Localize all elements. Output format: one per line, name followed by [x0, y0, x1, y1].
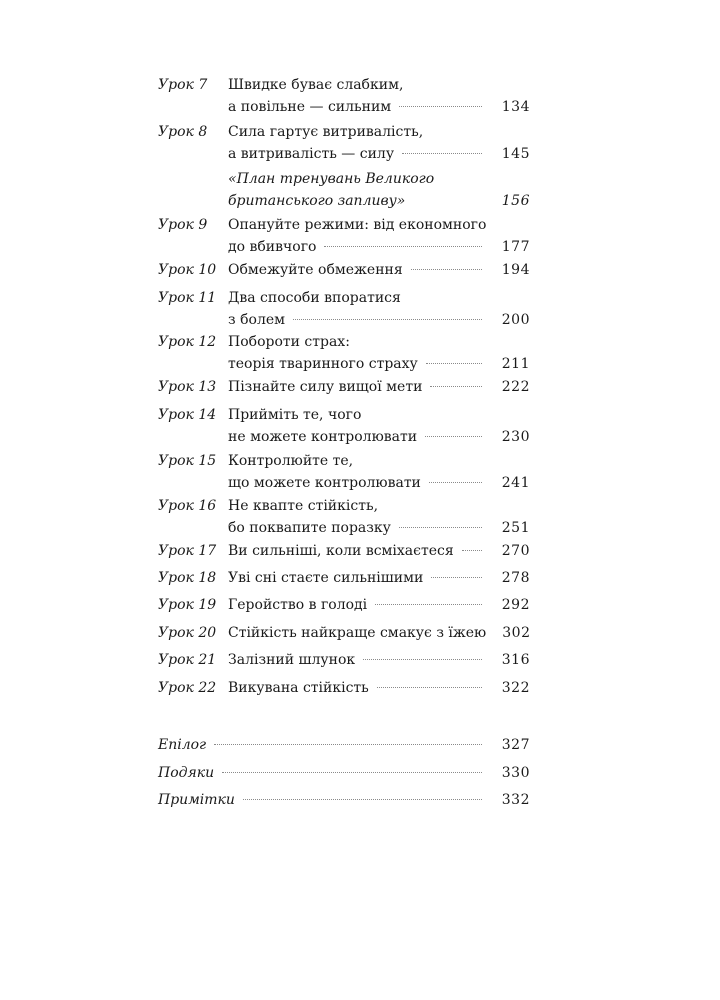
title-line: Опануйте режими: від економного	[228, 217, 487, 233]
title-line: Обмежуйте обмеження	[228, 262, 403, 278]
dot-leader	[243, 798, 482, 800]
entry-title	[228, 677, 530, 699]
toc-back-matter-notes	[158, 789, 530, 811]
entry-title	[228, 214, 530, 258]
title-line: Побороти страх:	[228, 334, 350, 350]
title-line: бо поквапите поразку	[228, 520, 391, 536]
dot-leader	[363, 658, 482, 660]
toc-back-matter-acknowledgements	[158, 762, 530, 784]
lesson-number: Урок 19	[158, 597, 217, 613]
entry-title	[228, 622, 530, 644]
dot-leader	[411, 268, 482, 270]
back-matter-label: Епілог	[158, 737, 207, 753]
entry-title	[228, 74, 530, 118]
page-number: 230	[501, 429, 530, 445]
dot-leader	[429, 481, 482, 483]
dot-leader	[431, 576, 482, 578]
page-number: 251	[501, 520, 530, 536]
entry-title	[228, 287, 530, 331]
page-number: 278	[501, 570, 530, 586]
dot-leader	[293, 318, 482, 320]
page-number: 270	[501, 543, 530, 559]
title-line: Сила гартує витривалість,	[228, 124, 424, 140]
page-number: 302	[502, 625, 531, 641]
page-number: 211	[501, 356, 530, 372]
title-line: Прийміть те, чого	[228, 407, 362, 423]
title-line: «План тренувань Великого	[228, 171, 435, 187]
lesson-number: Урок 9	[158, 217, 208, 233]
lesson-number: Урок 16	[158, 498, 217, 514]
dot-leader	[430, 385, 482, 387]
title-line: Викувана стійкість	[228, 680, 369, 696]
page-number: 156	[501, 193, 530, 209]
title-line: з болем	[228, 312, 286, 328]
entry-title	[228, 649, 530, 671]
entry-title	[228, 450, 530, 494]
title-line: до вбивчого	[228, 239, 317, 255]
lesson-number: Урок 20	[158, 625, 217, 641]
lesson-number: Урок 17	[158, 543, 217, 559]
lesson-number: Урок 13	[158, 379, 217, 395]
page-number: 241	[501, 475, 530, 491]
toc-back-matter-epilogue	[158, 734, 530, 756]
entry-title	[228, 168, 530, 212]
page-number: 134	[501, 99, 530, 115]
lesson-number: Урок 11	[158, 290, 217, 306]
page-number: 292	[501, 597, 530, 613]
entry-title	[228, 376, 530, 398]
title-line: теорія тваринного страху	[228, 356, 418, 372]
lesson-number: Урок 14	[158, 407, 217, 423]
dot-leader	[425, 435, 482, 437]
entry-title	[228, 121, 530, 165]
page-number: 330	[501, 765, 530, 781]
dot-leader	[402, 152, 482, 154]
dot-leader	[399, 105, 482, 107]
page-number: 222	[501, 379, 530, 395]
page-number: 177	[501, 239, 530, 255]
entry-title	[228, 259, 530, 281]
page-number: 200	[501, 312, 530, 328]
title-line: Пізнайте силу вищої мети	[228, 379, 423, 395]
entry-title	[228, 404, 530, 448]
lesson-number: Урок 21	[158, 652, 217, 668]
lesson-number: Урок 7	[158, 77, 208, 93]
title-line: Швидке буває слабким,	[228, 77, 404, 93]
lesson-number: Урок 18	[158, 570, 217, 586]
lesson-number: Урок 10	[158, 262, 217, 278]
dot-leader	[399, 526, 482, 528]
entry-title	[228, 495, 530, 539]
dot-leader	[413, 199, 482, 201]
lesson-number: Урок 12	[158, 334, 217, 350]
title-line: Не квапте стійкість,	[228, 498, 379, 514]
lesson-number: Урок 15	[158, 453, 217, 469]
page-number: 332	[501, 792, 530, 808]
title-line: Геройство в голоді	[228, 597, 368, 613]
dot-leader	[426, 362, 482, 364]
title-line: Ви сильніші, коли всміхаєтеся	[228, 543, 454, 559]
back-matter-label: Примітки	[158, 792, 235, 808]
page-number: 145	[501, 146, 530, 162]
dot-leader	[214, 743, 482, 745]
dot-leader	[375, 603, 482, 605]
dot-leader	[462, 549, 482, 551]
title-line: а повільне — сильним	[228, 99, 392, 115]
title-line: Стійкість найкраще смакує з їжею	[228, 625, 487, 641]
title-line: Уві сні стаєте сильнішими	[228, 570, 424, 586]
page-number: 327	[501, 737, 530, 753]
title-line: не можете контролювати	[228, 429, 418, 445]
title-line: Залізний шлунок	[228, 652, 356, 668]
dot-leader	[222, 771, 482, 773]
entry-title	[228, 540, 530, 562]
page-number: 194	[501, 262, 530, 278]
dot-leader	[324, 245, 482, 247]
title-line: британського запливу»	[228, 193, 406, 209]
page-number: 316	[501, 652, 530, 668]
entry-title	[228, 594, 530, 616]
title-line: що можете контролювати	[228, 475, 421, 491]
page-number: 322	[501, 680, 530, 696]
lesson-number: Урок 22	[158, 680, 217, 696]
title-line: Два способи впоратися	[228, 290, 401, 306]
title-line: Контролюйте те,	[228, 453, 354, 469]
back-matter-label: Подяки	[158, 765, 215, 781]
entry-title	[228, 567, 530, 589]
entry-title	[228, 331, 530, 375]
dot-leader	[377, 686, 482, 688]
lesson-number: Урок 8	[158, 124, 208, 140]
title-line: а витривалість — силу	[228, 146, 395, 162]
